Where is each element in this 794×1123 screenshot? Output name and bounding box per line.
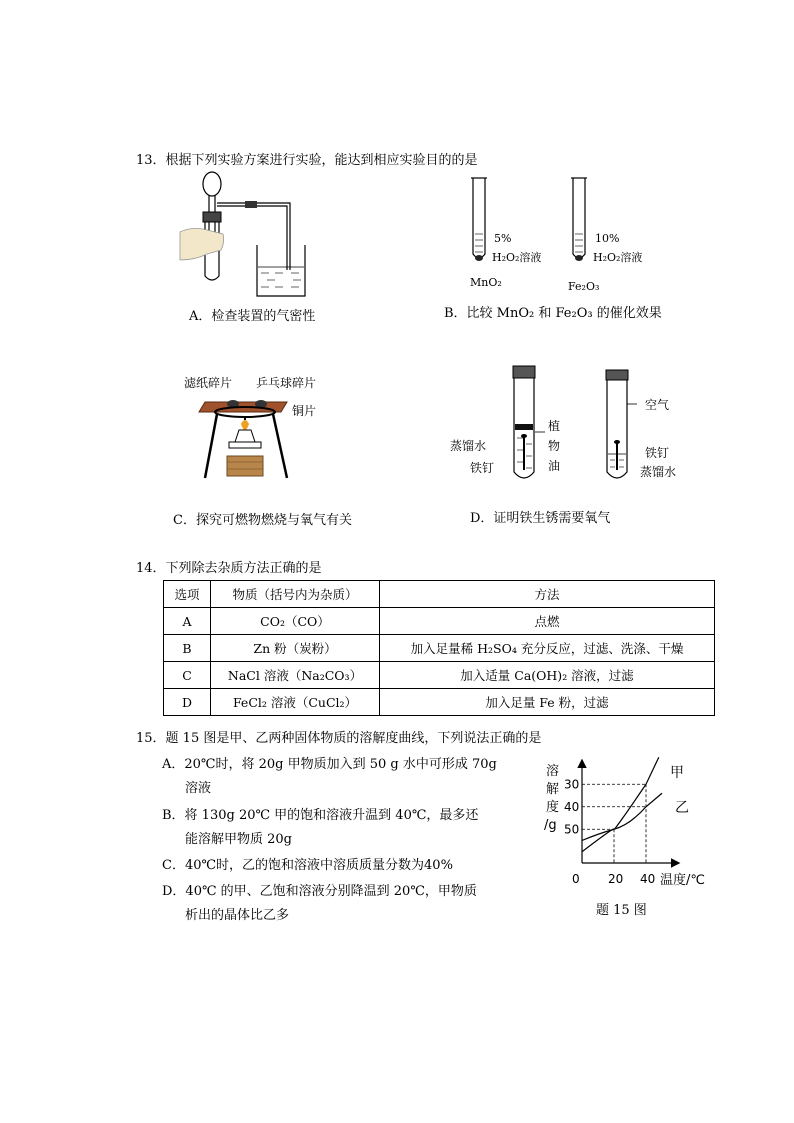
tube1-catalyst: MnO₂ [470,276,502,289]
label-copper-sheet: 铜片 [292,404,317,418]
label-air: 空气 [645,398,670,412]
label-oil-2: 物 [548,439,561,453]
q15-option-d-line2: 析出的晶体比乙多 [185,908,290,923]
q15-option-a-line1: A．20℃时，将 20g 甲物质加入到 50 g 水中可形成 70g [162,757,497,772]
figure-a-apparatus [175,170,325,300]
label-pingpong: 乒乓球碎片 [256,376,317,390]
label-distilled-water-2: 蒸馏水 [640,465,677,479]
y-tick-label: 30 [564,777,580,792]
tube2-concentration: 10% [595,232,620,245]
cell-substance: CO₂（CO） [211,608,380,635]
q15-option-d-line1: D．40℃ 的甲、乙饱和溶液分别降温到 20℃，甲物质 [162,884,477,899]
ylabel-char: /g [544,818,557,833]
tube1-concentration: 5% [494,232,512,245]
cell-option: A [164,608,211,635]
header-option: 选项 [164,581,211,608]
cell-method: 加入适量 Ca(OH)₂ 溶液，过滤 [380,662,715,689]
q13-option-d-caption: D．证明铁生锈需要氧气 [470,511,611,526]
label-oil-3: 油 [548,459,561,473]
figure-d-tubes [505,364,645,489]
label-iron-nail-2: 铁钉 [645,446,670,460]
q13-option-c-caption: C．探究可燃物燃烧与氧气有关 [173,513,352,528]
series-jia-label: 甲 [670,765,684,781]
chart-caption: 题 15 图 [596,903,647,918]
series-jia-curve [582,757,659,852]
q15-option-a-line2: 溶液 [185,781,212,796]
label-iron-nail: 铁钉 [470,461,495,475]
table-row [164,635,715,662]
cell-substance: FeCl₂ 溶液（CuCl₂） [211,689,380,716]
table-row [164,662,715,689]
y-tick-label: 40 [564,799,580,814]
tube1-solution: H₂O₂溶液 [492,251,542,264]
series-yi-curve [582,793,662,840]
table-header-row [164,581,715,608]
cell-method: 加入足量 Fe 粉，过滤 [380,689,715,716]
q15-stem: 15．题 15 图是甲、乙两种固体物质的溶解度曲线，下列说法正确的是 [136,731,542,746]
figure-c-tripod [195,390,295,490]
cell-substance: Zn 粉（炭粉） [211,635,380,662]
q15-option-b-line2: 能溶解甲物质 20g [185,832,292,847]
label-oil-1: 植 [548,419,561,433]
cell-option: C [164,662,211,689]
label-distilled-water: 蒸馏水 [450,439,487,453]
y-tick-label: 50 [564,822,580,837]
label-filter-paper: 滤纸碎片 [184,376,233,390]
x-tick-label: 20 [608,872,624,886]
q14-table [163,580,715,716]
solubility-chart [540,755,720,895]
ylabel-char: 度 [546,800,560,815]
ylabel-char: 解 [546,782,560,797]
x-tick-label: 0 [572,872,580,886]
ylabel-char: 溶 [546,764,560,779]
header-method: 方法 [380,581,715,608]
table-row [164,689,715,716]
series-yi-label: 乙 [675,800,689,816]
cell-option: D [164,689,211,716]
x-axis-label: 温度/℃ [660,873,705,888]
table-row [164,608,715,635]
q15-option-b-line1: B．将 130g 20℃ 甲的饱和溶液升温到 40℃，最多还 [162,808,479,823]
tube2-catalyst: Fe₂O₃ [568,280,600,293]
header-substance: 物质（括号内为杂质） [211,581,380,608]
cell-method: 点燃 [380,608,715,635]
x-tick-label: 40 [640,872,656,886]
cell-method: 加入足量稀 H₂SO₄ 充分反应，过滤、洗涤、干燥 [380,635,715,662]
q13-option-a-caption: A．检查装置的气密性 [189,309,316,324]
tube2-solution: H₂O₂溶液 [593,251,643,264]
q13-option-b-caption: B．比较 MnO₂ 和 Fe₂O₃ 的催化效果 [444,306,662,321]
q13-stem: 13．根据下列实验方案进行实验，能达到相应实验目的的是 [136,153,478,168]
cell-option: B [164,635,211,662]
q15-option-c: C．40℃时，乙的饱和溶液中溶质质量分数为40% [162,858,453,873]
q14-stem: 14．下列除去杂质方法正确的是 [136,561,322,576]
cell-substance: NaCl 溶液（Na₂CO₃） [211,662,380,689]
